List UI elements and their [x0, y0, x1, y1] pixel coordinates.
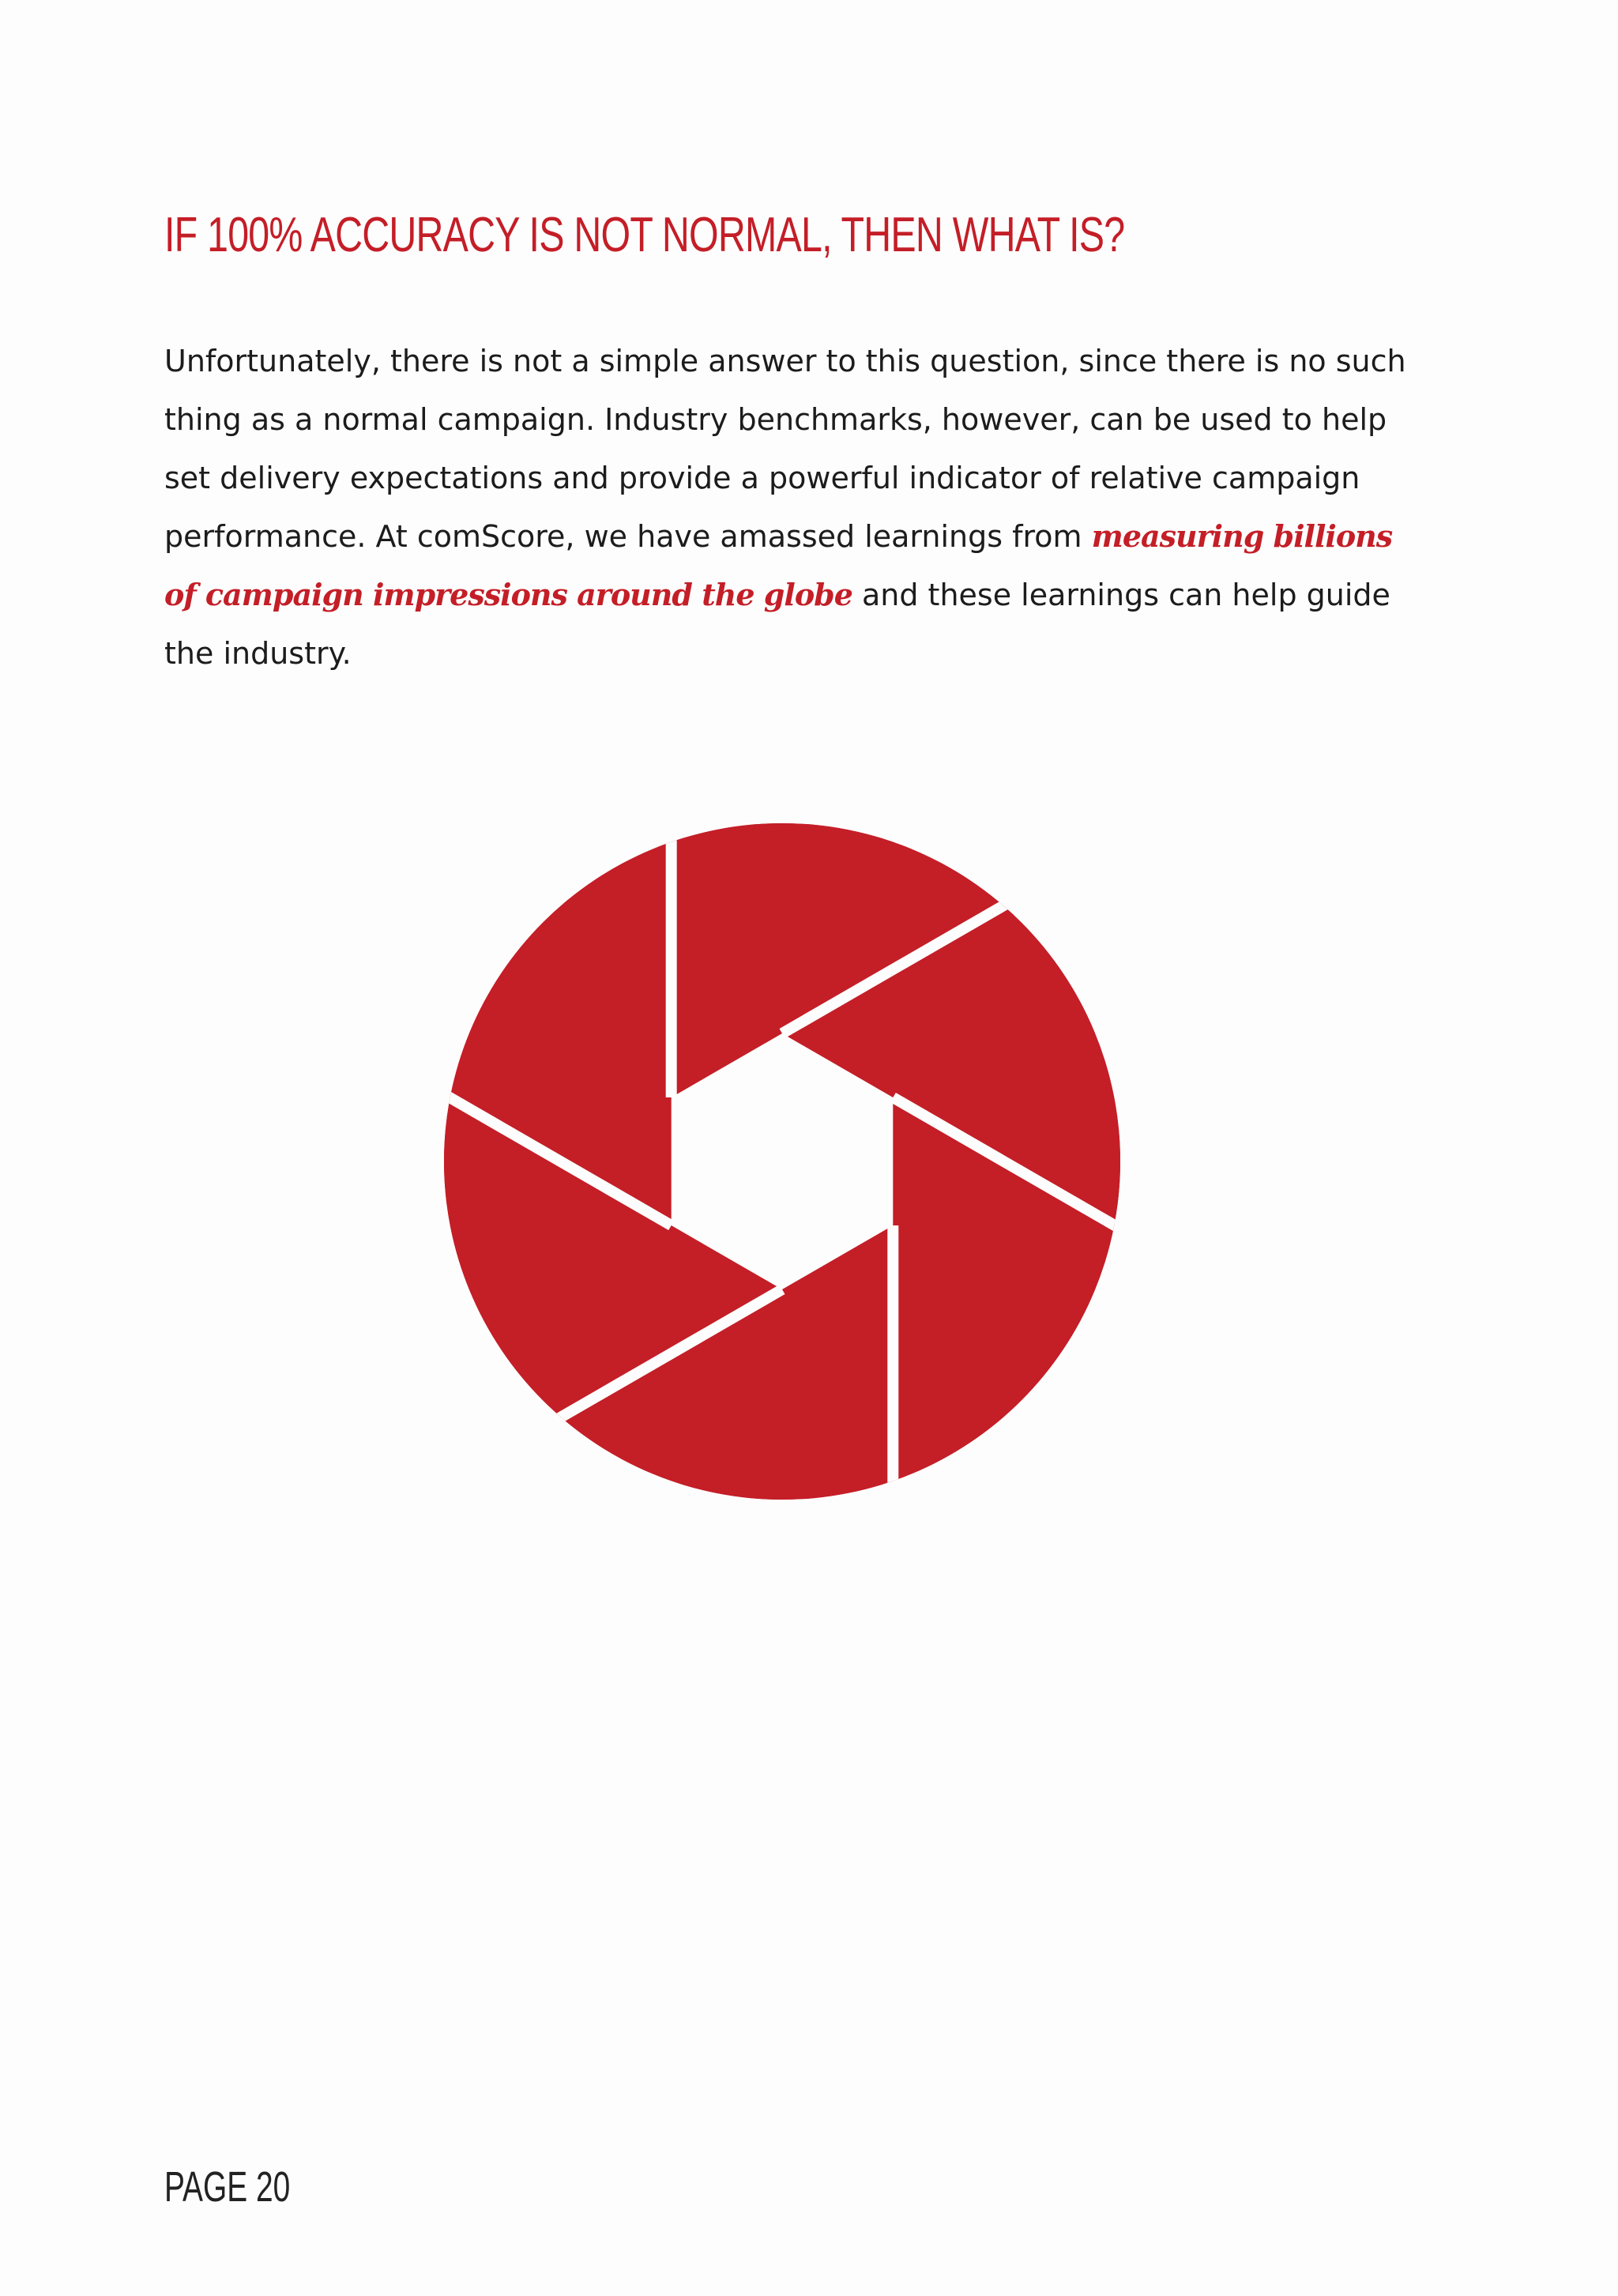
page-number: PAGE 20 [164, 2163, 291, 2211]
body-line-3: set delivery expectations and provide a powerful indicator of relative campaign [164, 461, 1360, 495]
body-line-6: the industry. [164, 636, 352, 671]
body-line-5-text: and these learnings can help guide [852, 578, 1390, 612]
aperture-blades [442, 822, 1122, 1501]
section-heading: IF 100% ACCURACY IS NOT NORMAL, THEN WHAT IS? [164, 208, 1125, 262]
highlight-link-part-2[interactable]: of campaign impressions around the globe [164, 577, 852, 612]
body-line-5 [164, 566, 1397, 624]
body-line-4 [164, 507, 1397, 566]
highlight-link-part-1[interactable]: measuring billions [1091, 518, 1393, 554]
body-paragraph [164, 332, 1406, 683]
camera-aperture-icon [442, 822, 1122, 1501]
body-line-2: thing as a normal campaign. Industry benchmarks, however, can be used to help [164, 402, 1387, 437]
body-line-1: Unfortunately, there is not a simple answer to this question, since there is no such [164, 344, 1406, 378]
body-line-4-text: performance. At comScore, we have amassed learnings from [164, 519, 1092, 554]
